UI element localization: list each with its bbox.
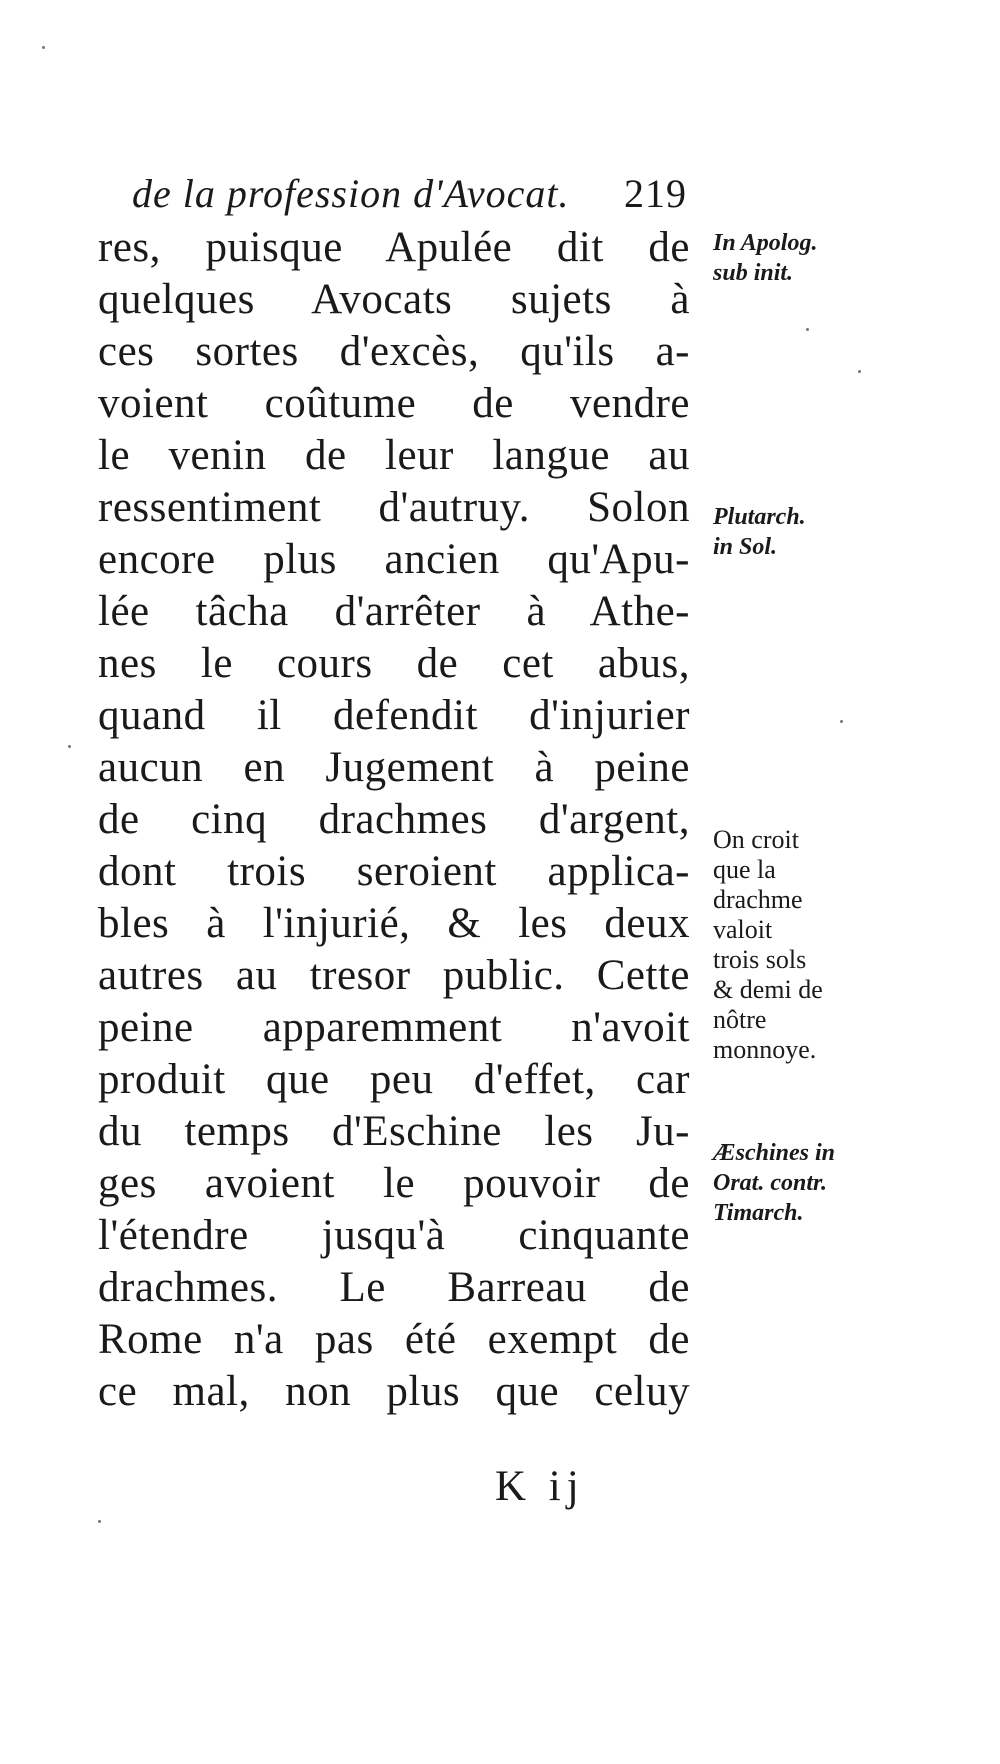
text-line: du temps d'Eschine les Ju-	[98, 1108, 690, 1155]
paper-speck	[68, 745, 71, 748]
margin-note-drachme	[713, 825, 823, 1065]
margin-note-line: In Apolog.	[713, 230, 818, 256]
text-line: l'étendre jusqu'à cinquante	[98, 1212, 690, 1259]
text-line: ressentiment d'autruy. Solon	[98, 484, 690, 531]
margin-note-line: que la	[713, 855, 776, 884]
text-line: ces sortes d'excès, qu'ils a-	[98, 328, 690, 375]
text-line: ges avoient le pouvoir de	[98, 1160, 690, 1207]
paper-speck	[98, 1520, 101, 1523]
main-text-block	[98, 222, 690, 1418]
margin-note-line: sub init.	[713, 260, 794, 286]
text-line: quelques Avocats sujets à	[98, 276, 690, 323]
margin-note-line: On croit	[713, 825, 799, 854]
text-line: res, puisque Apulée dit de	[98, 224, 690, 271]
text-line: de cinq drachmes d'argent,	[98, 796, 690, 843]
margin-note-line: Timarch.	[713, 1200, 804, 1226]
margin-note-line: Æschines in	[713, 1140, 836, 1166]
margin-note-line: monnoye.	[713, 1035, 817, 1064]
text-line: Rome n'a pas été exempt de	[98, 1316, 690, 1363]
margin-note-line: in Sol.	[713, 534, 778, 560]
running-header	[132, 170, 687, 220]
paper-speck	[858, 370, 861, 373]
page-number: 219	[624, 171, 687, 216]
margin-note-line: Plutarch.	[713, 504, 806, 530]
text-line: autres au tresor public. Cette	[98, 952, 690, 999]
text-line: dont trois seroient applica-	[98, 848, 690, 895]
margin-note-line: Orat. contr.	[713, 1170, 828, 1196]
paper-speck	[42, 46, 45, 49]
running-title: de la profession d'Avocat.	[132, 171, 570, 216]
text-line: nes le cours de cet abus,	[98, 640, 690, 687]
margin-note-line: trois sols	[713, 945, 807, 974]
margin-note-line: nôtre	[713, 1005, 767, 1034]
margin-note-line: valoit	[713, 915, 773, 944]
text-line: quand il defendit d'injurier	[98, 692, 690, 739]
signature-mark: K ij	[495, 1463, 585, 1510]
paper-speck	[806, 328, 809, 331]
text-line: bles à l'injurié, & les deux	[98, 900, 690, 947]
text-line: voient coûtume de vendre	[98, 380, 690, 427]
paper-speck	[840, 720, 843, 723]
margin-note-line: drachme	[713, 885, 803, 914]
text-line: peine apparemment n'avoit	[98, 1004, 690, 1051]
margin-note-aeschines	[713, 1138, 835, 1228]
text-line: lée tâcha d'arrêter à Athe-	[98, 588, 690, 635]
text-line: ce mal, non plus que celuy	[98, 1368, 690, 1415]
text-line: le venin de leur langue au	[98, 432, 690, 479]
text-line: drachmes. Le Barreau de	[98, 1264, 690, 1311]
text-line: produit que peu d'effet, car	[98, 1056, 690, 1103]
text-line: aucun en Jugement à peine	[98, 744, 690, 791]
margin-note-line: & demi de	[713, 975, 823, 1004]
margin-note-plutarch	[713, 502, 806, 562]
margin-note-apulee	[713, 228, 817, 288]
text-line: encore plus ancien qu'Apu-	[98, 536, 690, 583]
